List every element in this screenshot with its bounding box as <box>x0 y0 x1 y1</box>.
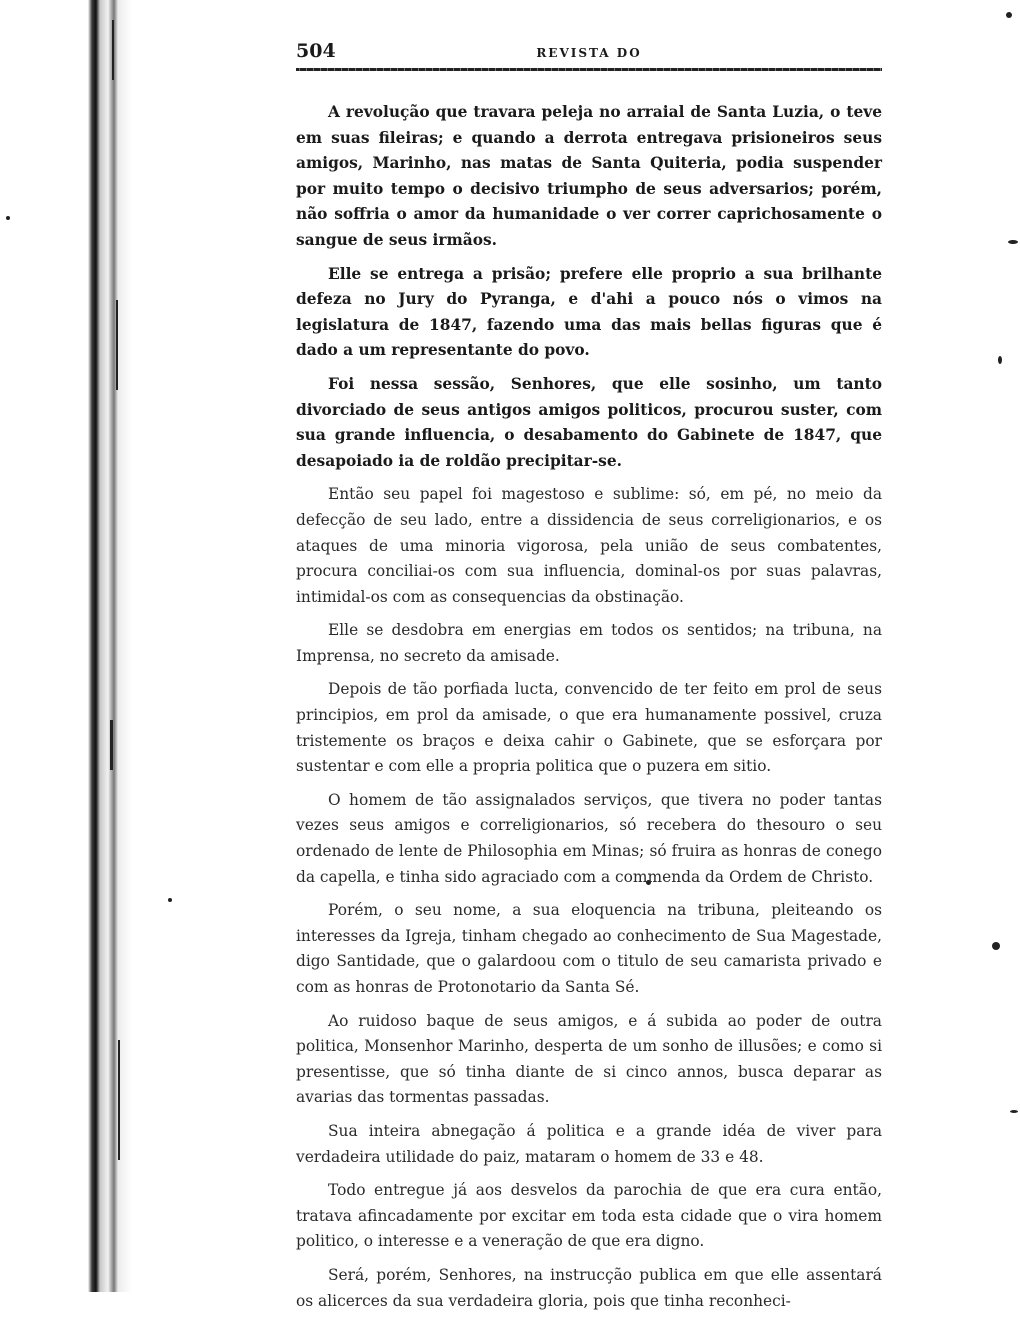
paragraph: Será, porém, Senhores, na instrucção publica em que elle assentará os alicerces da sua verdadeira gloria, pois que tinha reconheci- <box>296 1265 882 1310</box>
page-speck <box>998 356 1002 364</box>
paragraph: Foi nessa sessão, Senhores, que elle sosinho, um tanto divorciado de seus antigos amigos politicos, procurou suster, com sua grande influencia, o desabamento do Gabinete de 1847, que desapoiado ia de roldão precipitar-se. <box>296 374 882 470</box>
paragraph: Sua inteira abnegação á politica e a grande idéa de viver para verdadeira utilidade do paiz, mataram o homem de 33 e 48. <box>296 1121 882 1166</box>
page-speck <box>1010 1110 1018 1113</box>
page-speck <box>992 942 1000 950</box>
paragraph: O homem de tão assignalados serviços, que tivera no poder tantas vezes seus amigos e correligionarios, só recebera do thesouro o seu ordenado de lente de Philosophia em Minas; só fruira as honras de conego da capella, e tinha sido agraciado com a commenda da Ordem de Christo. <box>296 790 882 886</box>
page <box>296 36 882 1310</box>
paragraph: Todo entregue já aos desvelos da parochia de que era cura então, tratava afincadamente por excitar em toda esta cidade que o vira homem politico, o interesse e a veneração de que era digno. <box>296 1181 882 1251</box>
header-rule <box>296 68 882 71</box>
paragraph: A revolução que travara peleja no arraial de Santa Luzia, o teve em suas fileiras; e quando a derrota entregava prisioneiros seus amigos, Marinho, nas matas de Santa Quiteria, podia suspender por muito tempo o decisivo triumpho de seus adversarios; porém, não soffria o amor da humanidade o ver correr caprichosamente o sangue de seus irmãos. <box>296 103 882 249</box>
page-speck <box>6 216 10 220</box>
paragraph: Então seu papel foi magestoso e sublime: só, em pé, no meio da defecção de seu lado, entre a dissidencia de seus correligionarios, e os ataques de uma minoria vigorosa, pela união de seus combatentes, procura conciliai-os com sua influencia, dominal-os por suas palavras, intimidal-os com as consequencias da obstinação. <box>296 485 882 606</box>
running-head: REVISTA DO <box>536 46 642 60</box>
page-speck <box>1006 12 1012 18</box>
page-speck <box>168 898 172 902</box>
paragraph: Elle se entrega a prisão; prefere elle proprio a sua brilhante defeza no Jury do Pyranga, e d'ahi a pouco nós o vimos na legislatura de 1847, fazendo uma das mais bellas figuras que é dado a um representante do povo. <box>296 264 882 360</box>
page-header <box>296 36 882 66</box>
binding-edge <box>0 0 132 1292</box>
paragraph: Depois de tão porfiada lucta, convencido de ter feito em prol de seus principios, em prol da amisade, o que era humanamente possivel, cruza tristemente os braços e deixa cahir o Gabinete, que se esforçara por sustentar e com elle a propria politica que o puzera em sitio. <box>296 680 882 776</box>
paragraph: Ao ruidoso baque de seus amigos, e á subida ao poder de outra politica, Monsenhor Marinho, desperta de um sonho de illusões; e como si presentisse, que só tinha diante de si cinco annos, busca deparar as avarias das tormentas passadas. <box>296 1011 882 1107</box>
paragraph: Porém, o seu nome, a sua eloquencia na tribuna, pleiteando os interesses da Igreja, tinham chegado ao conhecimento de Sua Magestade, digo Santidade, que o galardoou com o titulo de seu camarista privado e com as honras de Protonotario da Santa Sé. <box>296 901 882 996</box>
body-text <box>296 100 882 1322</box>
paragraph: Elle se desdobra em energias em todos os sentidos; na tribuna, na Imprensa, no secreto da amisade. <box>296 621 882 665</box>
page-speck <box>1008 240 1018 244</box>
page-number: 504 <box>296 40 336 62</box>
